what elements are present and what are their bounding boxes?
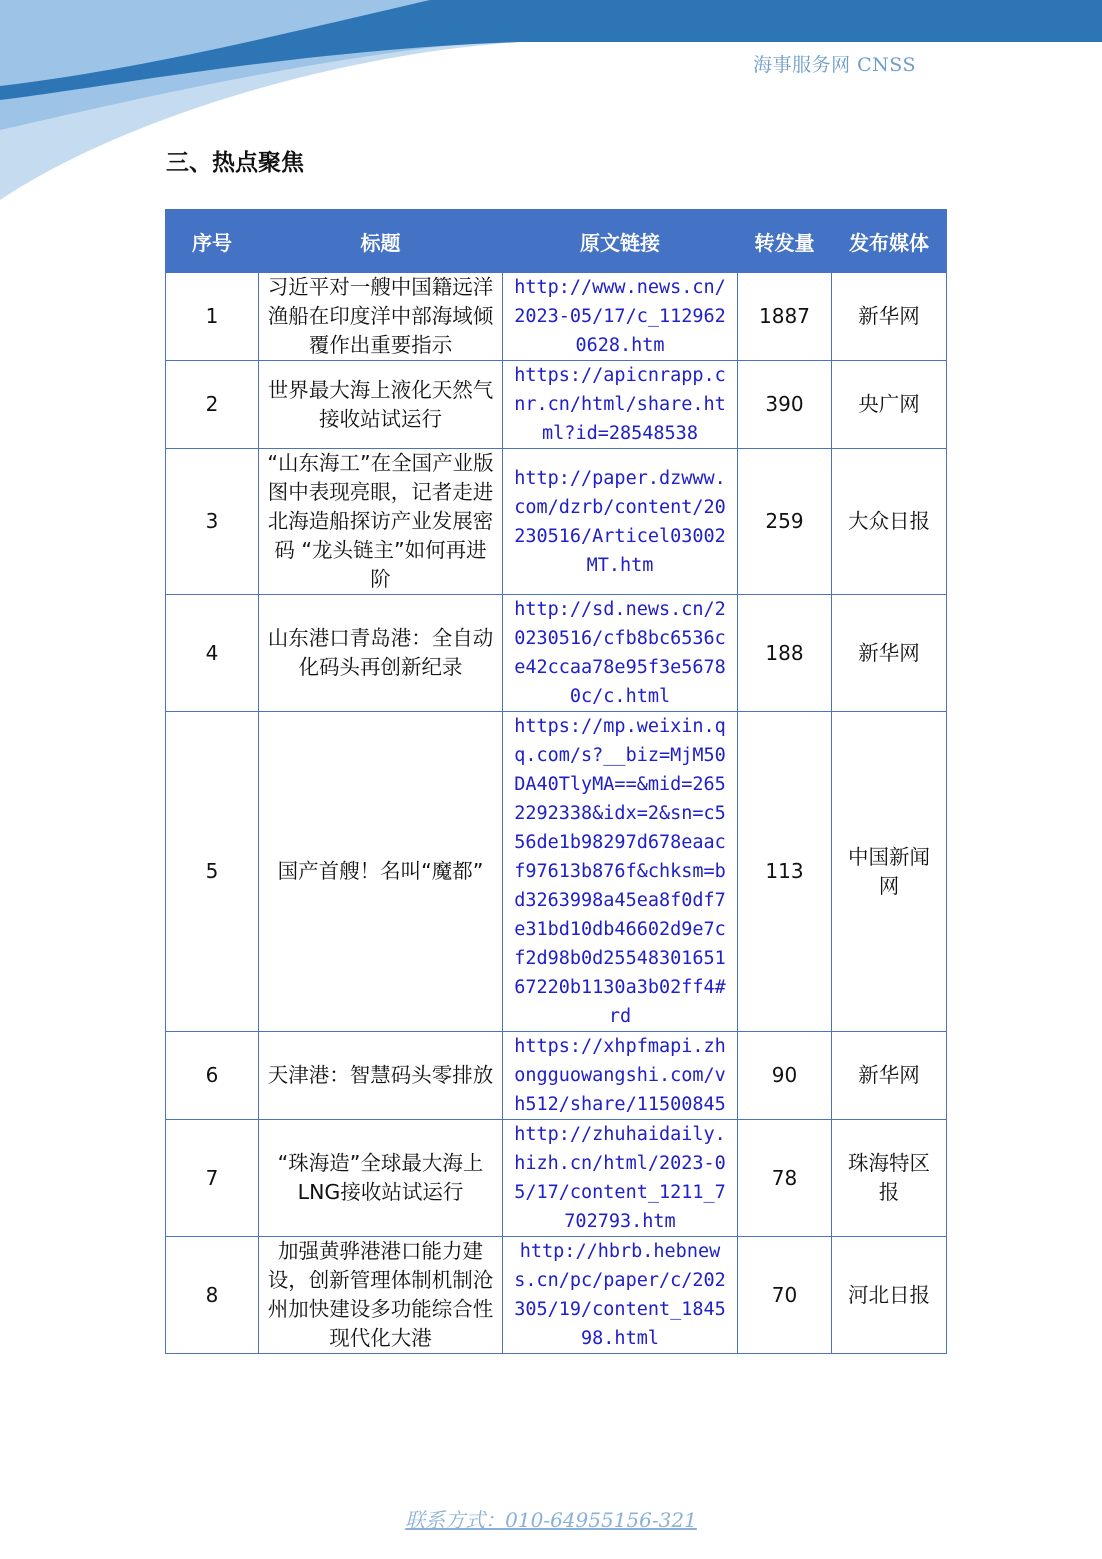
row-no: 2 — [166, 361, 259, 449]
row-count: 70 — [738, 1237, 832, 1354]
row-title: “山东海工”在全国产业版图中表现亮眼，记者走进北海造船探访产业发展密码 “龙头链主”如何再进阶 — [259, 449, 503, 595]
row-count: 90 — [738, 1032, 832, 1120]
column-header-title: 标题 — [259, 210, 503, 273]
header-banner — [0, 0, 1102, 210]
row-media: 新华网 — [832, 1032, 947, 1120]
table-header-row — [166, 210, 947, 273]
row-title: 世界最大海上液化天然气接收站试运行 — [259, 361, 503, 449]
row-link[interactable]: http://hbrb.hebnews.cn/pc/paper/c/202305/19/content_184598.html — [503, 1237, 738, 1354]
row-count: 113 — [738, 712, 832, 1032]
row-count: 390 — [738, 361, 832, 449]
row-link[interactable]: http://paper.dzwww.com/dzrb/content/20230516/Articel03002MT.htm — [503, 449, 738, 595]
row-link[interactable]: http://www.news.cn/2023-05/17/c_1129620628.htm — [503, 273, 738, 361]
row-media: 河北日报 — [832, 1237, 947, 1354]
row-no: 5 — [166, 712, 259, 1032]
hot-topics-table — [165, 209, 947, 1354]
row-title: 山东港口青岛港：全自动化码头再创新纪录 — [259, 595, 503, 712]
footer-contact: 联系方式：010-64955156-321 — [405, 1508, 697, 1532]
row-no: 6 — [166, 1032, 259, 1120]
row-link[interactable]: https://mp.weixin.qq.com/s?__biz=MjM50DA40TlyMA==&mid=2652292338&idx=2&sn=c556de1b98297d678eaacf97613b876f&chksm=bd3263998a45ea8f0df7e31bd10db46602d9e7cf2d98b0d2554830165167220b1130a3b02ff4#rd — [503, 712, 738, 1032]
row-link[interactable]: http://sd.news.cn/20230516/cfb8bc6536ce42ccaa78e95f3e56780c/c.html — [503, 595, 738, 712]
brand-text: 海事服务网 CNSS — [753, 54, 916, 76]
row-title: 加强黄骅港港口能力建设，创新管理体制机制沧州加快建设多功能综合性现代化大港 — [259, 1237, 503, 1354]
column-header-media: 发布媒体 — [832, 210, 947, 273]
row-media: 新华网 — [832, 595, 947, 712]
row-title: 国产首艘！名叫“魔都” — [259, 712, 503, 1032]
row-no: 4 — [166, 595, 259, 712]
table-row — [166, 361, 947, 449]
row-title: 天津港：智慧码头零排放 — [259, 1032, 503, 1120]
row-count: 78 — [738, 1120, 832, 1237]
row-media: 央广网 — [832, 361, 947, 449]
row-link[interactable]: http://zhuhaidaily.hizh.cn/html/2023-05/17/content_1211_7702793.htm — [503, 1120, 738, 1237]
section-title: 三、热点聚焦 — [166, 150, 304, 176]
table-row — [166, 595, 947, 712]
table-row — [166, 1237, 947, 1354]
table-row — [166, 712, 947, 1032]
row-link[interactable]: https://xhpfmapi.zhongguowangshi.com/vh512/share/11500845 — [503, 1032, 738, 1120]
row-no: 1 — [166, 273, 259, 361]
column-header-no: 序号 — [166, 210, 259, 273]
column-header-link: 原文链接 — [503, 210, 738, 273]
row-count: 259 — [738, 449, 832, 595]
row-no: 8 — [166, 1237, 259, 1354]
row-media: 新华网 — [832, 273, 947, 361]
row-count: 188 — [738, 595, 832, 712]
column-header-count: 转发量 — [738, 210, 832, 273]
row-title: “珠海造”全球最大海上LNG接收站试运行 — [259, 1120, 503, 1237]
row-no: 7 — [166, 1120, 259, 1237]
row-count: 1887 — [738, 273, 832, 361]
row-no: 3 — [166, 449, 259, 595]
row-media: 大众日报 — [832, 449, 947, 595]
table-row — [166, 449, 947, 595]
table-row — [166, 273, 947, 361]
row-media: 珠海特区报 — [832, 1120, 947, 1237]
row-media: 中国新闻网 — [832, 712, 947, 1032]
table-row — [166, 1032, 947, 1120]
table-row — [166, 1120, 947, 1237]
row-title: 习近平对一艘中国籍远洋渔船在印度洋中部海域倾覆作出重要指示 — [259, 273, 503, 361]
row-link[interactable]: https://apicnrapp.cnr.cn/html/share.html?id=28548538 — [503, 361, 738, 449]
